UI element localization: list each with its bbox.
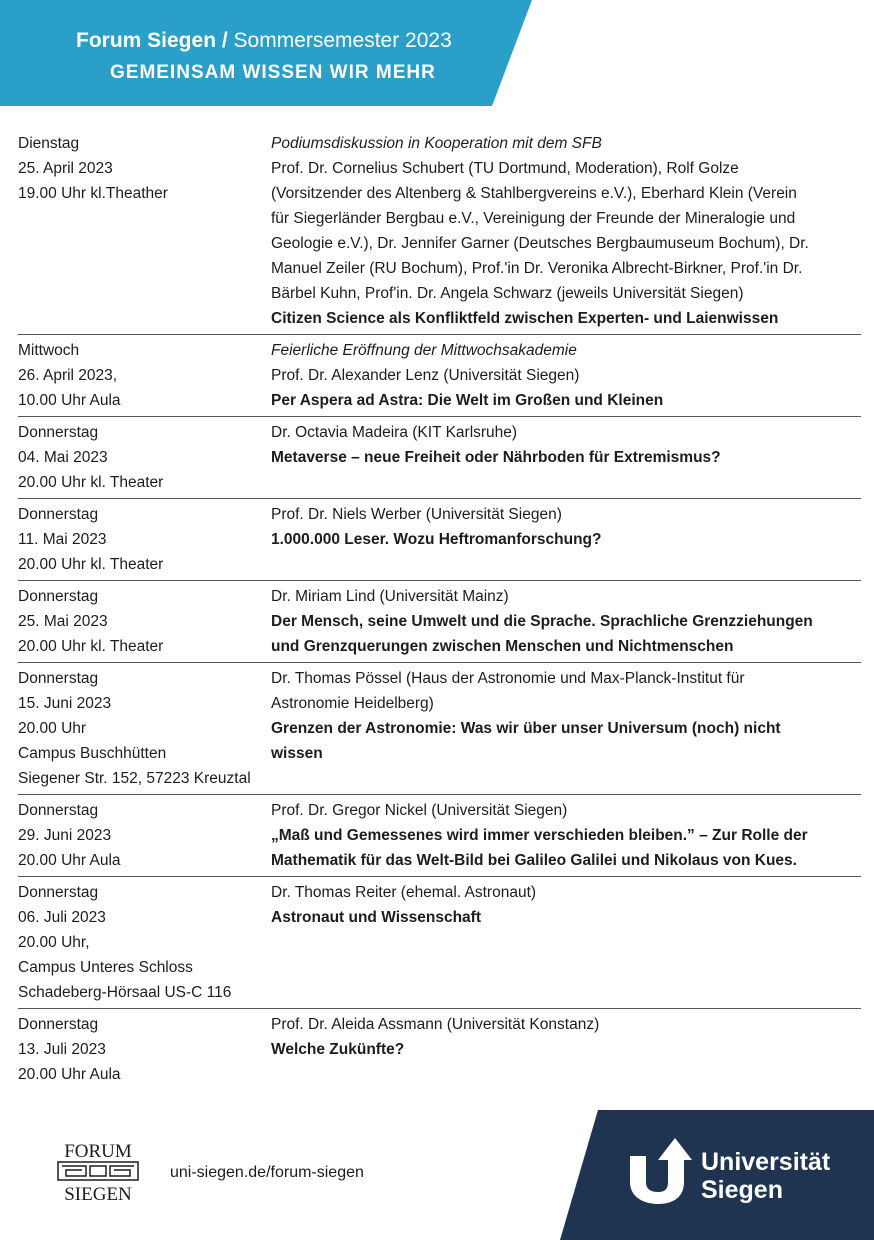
event-date-line: Donnerstag xyxy=(18,802,99,819)
forum-logo-bottom-text: SIEGEN xyxy=(64,1184,132,1204)
event-title-line: 1.000.000 Leser. Wozu Heftromanforschung? xyxy=(271,531,602,548)
event-date-line: 20.00 Uhr, xyxy=(18,934,90,951)
event-date-line: 20.00 Uhr kl. Theater xyxy=(18,638,164,655)
event-speaker-line: (Vorsitzender des Altenberg & Stahlbergvereins e.V.), Eberhard Klein (Verein xyxy=(271,185,797,202)
header-semester: Sommersemester 2023 xyxy=(227,29,452,52)
forum-url[interactable]: uni-siegen.de/forum-siegen xyxy=(170,1164,364,1181)
event-date-column xyxy=(18,584,271,659)
event-row xyxy=(18,663,861,795)
event-date-line: Siegener Str. 152, 57223 Kreuztal xyxy=(18,770,251,787)
event-date-column xyxy=(18,502,271,577)
event-info-column xyxy=(271,338,861,413)
event-info-column xyxy=(271,798,861,873)
event-speaker-line: Prof. Dr. Cornelius Schubert (TU Dortmund, Moderation), Rolf Golze xyxy=(271,160,739,177)
event-intro: Podiumsdiskussion in Kooperation mit dem SFB xyxy=(271,135,602,152)
event-speaker-line: Dr. Thomas Pössel (Haus der Astronomie und Max-Planck-Institut für xyxy=(271,670,745,687)
event-date-line: Schadeberg-Hörsaal US-C 116 xyxy=(18,984,232,1001)
event-title-line: Metaverse – neue Freiheit oder Nährboden für Extremismus? xyxy=(271,449,721,466)
event-date-line: 29. Juni 2023 xyxy=(18,827,112,844)
event-date-line: 10.00 Uhr Aula xyxy=(18,392,121,409)
event-speaker-line: für Siegerländer Bergbau e.V., Vereinigung der Freunde der Mineralogie und xyxy=(271,210,796,227)
event-date-column xyxy=(18,880,271,1005)
event-date-line: Donnerstag xyxy=(18,1016,99,1033)
event-intro: Feierliche Eröffnung der Mittwochsakademie xyxy=(271,342,577,359)
event-row xyxy=(18,499,861,581)
event-date-line: 19.00 Uhr kl.Theather xyxy=(18,185,168,202)
event-speaker-line: Manuel Zeiler (RU Bochum), Prof.'in Dr. Veronika Albrecht-Birkner, Prof.'in Dr. xyxy=(271,260,803,277)
event-date-line: Dienstag xyxy=(18,135,80,152)
event-date-line: Donnerstag xyxy=(18,424,99,441)
event-row xyxy=(18,1009,861,1090)
event-row xyxy=(18,581,861,663)
header-title xyxy=(76,28,452,54)
event-date-line: 20.00 Uhr kl. Theater xyxy=(18,474,164,491)
event-speaker-line: Geologie e.V.), Dr. Jennifer Garner (Deutsches Bergbaumuseum Bochum), Dr. xyxy=(271,235,809,252)
event-title-line: Grenzen der Astronomie: Was wir über unser Universum (noch) nicht xyxy=(271,720,781,737)
event-speaker-line: Astronomie Heidelberg) xyxy=(271,695,434,712)
event-date-line: Donnerstag xyxy=(18,670,99,687)
event-title-line: Citizen Science als Konfliktfeld zwischen Experten- und Laienwissen xyxy=(271,310,779,327)
event-row xyxy=(18,877,861,1009)
event-row xyxy=(18,131,861,335)
event-date-line: Campus Buschhütten xyxy=(18,745,167,762)
header-series: Forum Siegen / xyxy=(76,29,228,52)
event-date-line: Donnerstag xyxy=(18,588,99,605)
event-date-line: Campus Unteres Schloss xyxy=(18,959,193,976)
event-date-column xyxy=(18,131,271,331)
event-info-column xyxy=(271,420,861,495)
event-speaker-line: Prof. Dr. Alexander Lenz (Universität Siegen) xyxy=(271,367,580,384)
event-info-column xyxy=(271,666,861,791)
event-list xyxy=(18,131,861,1090)
event-speaker-line: Prof. Dr. Gregor Nickel (Universität Siegen) xyxy=(271,802,568,819)
event-title-line: Mathematik für das Welt-Bild bei Galileo Galilei und Nikolaus von Kues. xyxy=(271,852,797,869)
event-speaker-line: Bärbel Kuhn, Prof'in. Dr. Angela Schwarz (jeweils Universität Siegen) xyxy=(271,285,744,302)
event-title-line: Welche Zukünfte? xyxy=(271,1041,405,1058)
event-date-line: Donnerstag xyxy=(18,884,99,901)
event-date-column xyxy=(18,798,271,873)
event-speaker-line: Dr. Octavia Madeira (KIT Karlsruhe) xyxy=(271,424,518,441)
event-date-line: 20.00 Uhr Aula xyxy=(18,1066,121,1083)
university-name xyxy=(701,1148,830,1204)
event-speaker-line: Prof. Dr. Aleida Assmann (Universität Konstanz) xyxy=(271,1016,600,1033)
event-title-line: „Maß und Gemessenes wird immer verschieden bleiben.” – Zur Rolle der xyxy=(271,827,808,844)
event-date-column xyxy=(18,666,271,791)
event-info-column xyxy=(271,880,861,1005)
header-motto: GEMEINSAM WISSEN WIR MEHR xyxy=(110,62,436,83)
event-speaker-line: Prof. Dr. Niels Werber (Universität Siegen) xyxy=(271,506,562,523)
event-date-column xyxy=(18,1012,271,1087)
event-speaker-line: Dr. Miriam Lind (Universität Mainz) xyxy=(271,588,509,605)
university-name-line1: Universität xyxy=(701,1148,831,1176)
event-date-line: Donnerstag xyxy=(18,506,99,523)
event-info-column xyxy=(271,131,861,331)
event-info-column xyxy=(271,584,861,659)
event-date-line: Mittwoch xyxy=(18,342,80,359)
event-info-column xyxy=(271,502,861,577)
forum-siegen-logo xyxy=(56,1140,140,1204)
event-info-column xyxy=(271,1012,861,1087)
event-title-line: Der Mensch, seine Umwelt und die Sprache. Sprachliche Grenzziehungen xyxy=(271,613,813,630)
event-title-line: Per Aspera ad Astra: Die Welt im Großen und Kleinen xyxy=(271,392,664,409)
event-date-line: 25. Mai 2023 xyxy=(18,613,108,630)
event-date-line: 20.00 Uhr kl. Theater xyxy=(18,556,164,573)
event-title-line: Astronaut und Wissenschaft xyxy=(271,909,481,926)
university-u-icon xyxy=(628,1134,694,1204)
event-title-line: und Grenzquerungen zwischen Menschen und Nichtmenschen xyxy=(271,638,734,655)
university-name-line2: Siegen xyxy=(701,1176,783,1204)
event-date-line: 26. April 2023, xyxy=(18,367,118,384)
event-title-line: wissen xyxy=(271,745,323,762)
event-date-line: 20.00 Uhr Aula xyxy=(18,852,121,869)
event-row xyxy=(18,417,861,499)
forum-logo-top-text: FORUM xyxy=(64,1141,132,1162)
event-date-column xyxy=(18,338,271,413)
event-date-line: 13. Juli 2023 xyxy=(18,1041,106,1058)
event-row xyxy=(18,335,861,417)
event-date-line: 06. Juli 2023 xyxy=(18,909,106,926)
event-row xyxy=(18,795,861,877)
event-date-line: 15. Juni 2023 xyxy=(18,695,112,712)
event-speaker-line: Dr. Thomas Reiter (ehemal. Astronaut) xyxy=(271,884,537,901)
event-date-line: 25. April 2023 xyxy=(18,160,113,177)
event-date-line: 11. Mai 2023 xyxy=(18,531,107,548)
event-date-line: 20.00 Uhr xyxy=(18,720,87,737)
event-date-column xyxy=(18,420,271,495)
event-date-line: 04. Mai 2023 xyxy=(18,449,108,466)
